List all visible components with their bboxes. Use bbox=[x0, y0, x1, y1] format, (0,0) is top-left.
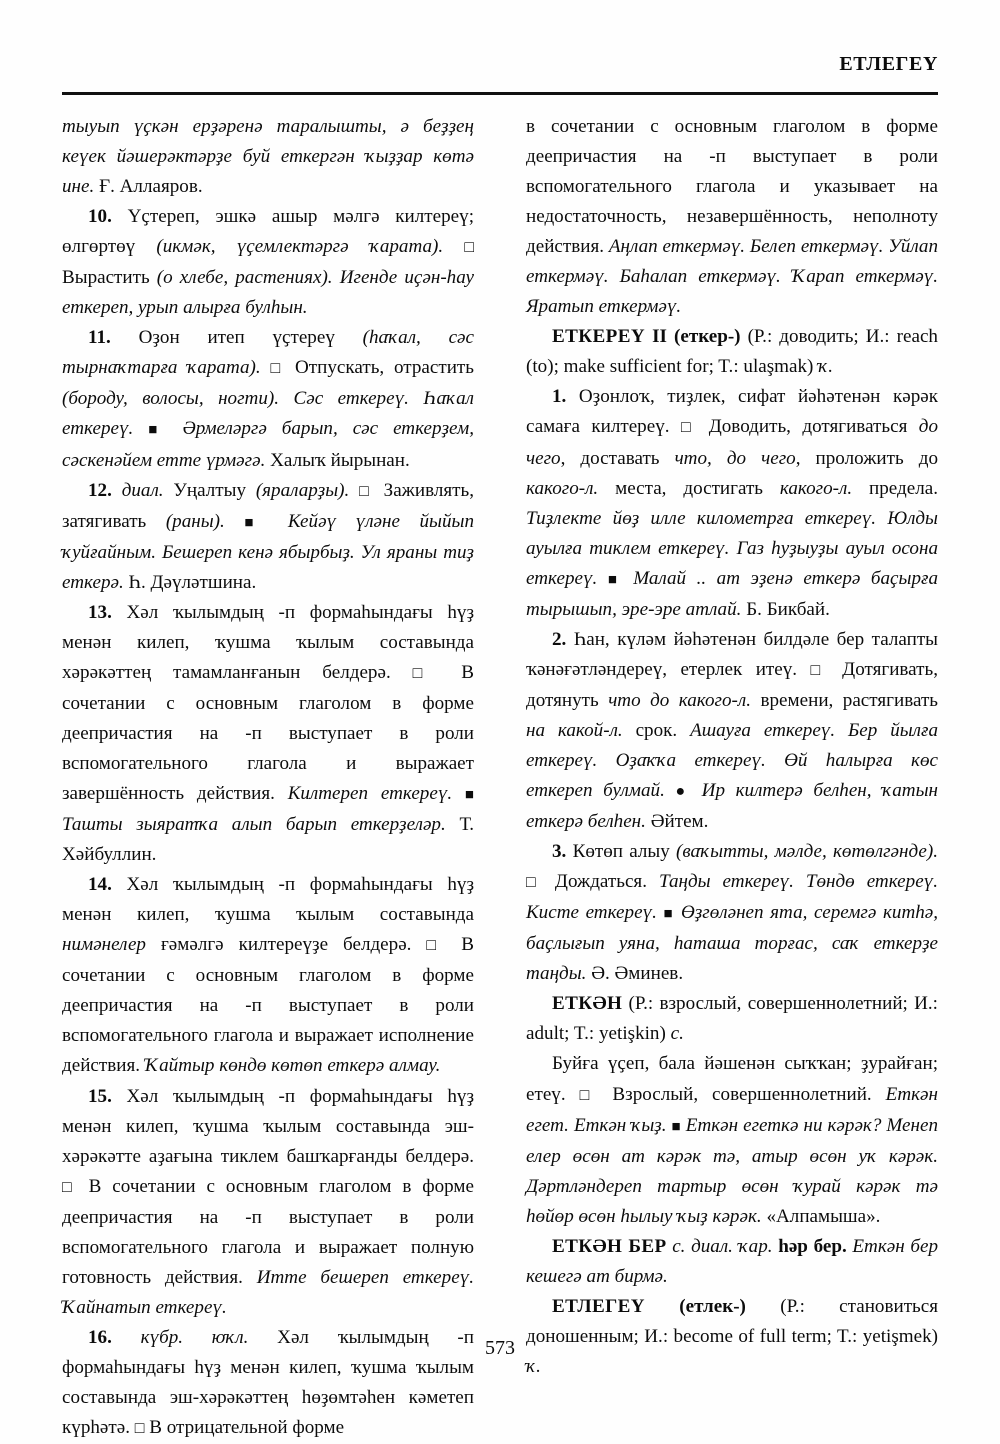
sense-russian-def: Дождаться. bbox=[554, 871, 647, 893]
sense-11-russian-paren: (бороду, волосы, ногти). bbox=[62, 388, 280, 410]
headword-stem: (еткер-) bbox=[673, 326, 741, 348]
sense-12-citation: Кейәү үләне йыйып ҡуйғайным. Бешереп кенә ябырбыҙ. Ул яраны тиҙ еткерә. bbox=[62, 510, 475, 593]
entry-etkan-ber bbox=[526, 1232, 938, 1292]
entry-examples: Еткән егет. Еткән ҡыҙ. bbox=[526, 1083, 938, 1136]
sense-russian-italic-a: что до какого-л. bbox=[608, 689, 752, 711]
sense-russian-italic-a: до чего bbox=[526, 416, 939, 469]
filled-square-marker-icon: ■ bbox=[671, 1118, 681, 1135]
sense-13-example: Килтереп еткереү. bbox=[287, 783, 453, 805]
sense-15 bbox=[62, 1082, 474, 1323]
filled-square-marker-icon: ■ bbox=[148, 422, 168, 439]
page-number: 573 bbox=[485, 1337, 515, 1359]
sense-12-attribution: Һ. Дәүләтшина. bbox=[128, 571, 257, 593]
sense-16-label: күбр. юҡл. bbox=[140, 1326, 249, 1348]
sense-11-citation: Әрмеләргә барып, сәс еткерҙем, сәскенәйем етте үрмәгә. bbox=[62, 418, 474, 471]
sense-12-bashkir-paren: (яраларҙы). bbox=[255, 479, 350, 501]
part-of-speech: с. диал. ҡар. bbox=[672, 1235, 773, 1257]
entry-russian-def: Взрослый, совершеннолетний. bbox=[612, 1083, 872, 1105]
sense-12-bashkir-def: Уңалтыу bbox=[173, 479, 246, 501]
sense-12-russian-paren: (раны). bbox=[165, 510, 225, 532]
part-of-speech: ҡ. bbox=[818, 356, 834, 378]
entry-etkan-body bbox=[526, 1049, 938, 1231]
sense-11-bashkir-def: Оҙон итеп үҫтереү bbox=[138, 327, 335, 349]
sense-number: 13. bbox=[88, 601, 112, 623]
sense-9-attribution: Ғ. Аллаяров. bbox=[99, 176, 203, 198]
sense-citation: Өҙгөләнеп ята, серемгә китһә, баҫлығып уяна, һаташа торғас, саҡ еткерҙе таңды. bbox=[526, 902, 939, 985]
sense-russian-def-d: места, достигать bbox=[615, 477, 763, 499]
part-of-speech: ҡ. bbox=[526, 1355, 541, 1377]
header-rule bbox=[62, 92, 938, 95]
sense-citation: Малай .. ат эҙенә еткерә баҫырға тырышып, эре-эре атлай. bbox=[526, 567, 938, 620]
open-square-marker-icon: □ bbox=[134, 1420, 145, 1438]
sense-14 bbox=[62, 870, 474, 1081]
sense-13-russian-def: В сочетании с основным глаголом в форме деепричастия на -п выступает в роли вспомогательного глагола и выражает завершённость действия. bbox=[62, 661, 474, 805]
sense-14-example: Ҡайтыр көндө көтөп еткерә алмау. bbox=[144, 1055, 441, 1077]
sense-10-bashkir-def: Үҫтереп, эшкә ашыр мәлгә килтереү; өлгөртөү bbox=[62, 206, 474, 258]
sense-russian-def-e: предела. bbox=[869, 477, 938, 499]
sense-12 bbox=[62, 476, 474, 598]
sense-number: 10. bbox=[88, 206, 112, 228]
sense-bashkir-def: Һан, күләм йәһәтенән билдәле бер талапты ҡәнәғәтләндереү, етерлек итеү. bbox=[526, 628, 938, 680]
sense-16-bashkir-def: Хәл ҡылымдың -п формаһындағы һүҙ менән килеп, ҡушма ҡылым составында эш-хәрәкәттең һөҙөмтәһен кәметеп күрһәтә. bbox=[62, 1326, 474, 1439]
sense-16-russian-def: в сочетании с основным глаголом в форме деепричастия на -п выступает в роли вспомогательного глагола и указывает на недостаточность, незавершённость, неполноту действия. bbox=[526, 116, 938, 258]
open-square-marker-icon: □ bbox=[359, 482, 374, 500]
headword-roman-numeral: II bbox=[652, 326, 667, 348]
sense-citation: Ир килтерә белһен, ҡатын еткерә белһен. bbox=[526, 780, 938, 833]
filled-square-marker-icon: ■ bbox=[607, 571, 623, 588]
sense-russian-def-b: времени, растягивать bbox=[760, 689, 939, 711]
sense-15-bashkir-def: Хәл ҡылымдың -п формаһындағы һүҙ менән килеп, ҡушма ҡылым составында эш-хәрәкәтте аҙағына тиклем башҡарғанды белдерә. bbox=[62, 1085, 474, 1167]
sense-attribution: Ә. Әминев. bbox=[591, 963, 684, 985]
headword: ЕТКЕРЕҮ bbox=[552, 326, 646, 348]
round-bullet-marker-icon: ● bbox=[675, 783, 692, 801]
sense-16-russian-def-start: В отрицательной форме bbox=[149, 1417, 345, 1439]
sense-11-bashkir-paren: (һаҡал, сәс тырнаҡтарға ҡарата). bbox=[62, 327, 474, 379]
sense-russian-def-b: , доставать bbox=[560, 447, 660, 469]
sense-15-russian-def: В сочетании с основным глаголом в форме деепричастия на -п выступает в роли вспомогательного глагола и выражает полную готовность действия. bbox=[62, 1175, 474, 1288]
sense-12-russian-def: Заживлять, затягивать bbox=[62, 479, 474, 532]
sense-10-russian-paren: (о хлебе, растениях). bbox=[156, 267, 333, 289]
sense-11-attribution: Халыҡ йырынан. bbox=[270, 449, 410, 471]
headword-stem: (етлек-) bbox=[679, 1295, 746, 1317]
sense-russian-italic-d: какого-л. bbox=[779, 477, 853, 499]
sense-9-continuation bbox=[62, 112, 474, 202]
sense-bashkir-paren: (ваҡытты, мәлде, көтөлгәнде). bbox=[676, 841, 938, 863]
headword-translations: (Р.: доводить; И.: reach (to); make sufficient for; T.: ulaşmak) bbox=[526, 326, 938, 378]
sense-bashkir-def: Көтөп алыу bbox=[572, 841, 670, 863]
open-square-marker-icon: □ bbox=[426, 937, 447, 955]
sense-11-examples: Сәс еткереү. Һаҡал еткереү. bbox=[62, 388, 474, 440]
sense-number: 16. bbox=[88, 1326, 112, 1348]
sense-13-bashkir-def: Хәл ҡылымдың -п формаһындағы һүҙ менән килеп, ҡушма ҡылым составында хәрәкәттең тамамланғанын белдерә. bbox=[62, 601, 474, 683]
open-square-marker-icon: □ bbox=[464, 239, 474, 257]
sense-14-bashkir-italic: нимәнелер bbox=[62, 934, 146, 956]
open-square-marker-icon: □ bbox=[62, 1178, 78, 1196]
sense-10 bbox=[62, 202, 474, 323]
entry-attribution: «Алпамыша». bbox=[766, 1205, 881, 1227]
open-square-marker-icon: □ bbox=[526, 874, 543, 892]
sense-russian-italic-b: на какой-л. bbox=[526, 719, 623, 741]
sense-11-russian-def: Отпускать, отрастить bbox=[295, 357, 474, 379]
sense-13-citation: Ташты зыяратҡа алып барып еткерҙеләр. bbox=[62, 814, 446, 836]
sense-examples: Ашауға еткереү. Бер йылға еткереү. Оҙаҡҡа еткереү. Өй һалырға көс еткереп булмай. bbox=[526, 719, 938, 802]
filled-square-marker-icon: ■ bbox=[244, 514, 269, 531]
entry-bashkir-def: Буйға үҫеп, бала йәшенән сыҡҡан; ҙурайған; етеү. bbox=[526, 1053, 938, 1105]
open-square-marker-icon: □ bbox=[579, 1086, 599, 1104]
sense-attribution: Әйтем. bbox=[650, 811, 709, 833]
open-square-marker-icon: □ bbox=[680, 419, 698, 437]
cross-reference: һәр бер. bbox=[778, 1235, 847, 1257]
sense-number: 1. bbox=[552, 386, 567, 408]
sense-number: 14. bbox=[88, 874, 112, 896]
entry-etkan-head bbox=[526, 989, 938, 1049]
right-column bbox=[526, 112, 939, 1377]
sense-13-attribution: Т. Хәйбуллин. bbox=[62, 814, 474, 866]
sense-russian-italic-b: что, до чего bbox=[674, 447, 796, 469]
part-of-speech: с. bbox=[670, 1023, 684, 1045]
sense-russian-italic-c: какого-л. bbox=[526, 477, 599, 499]
sense-13 bbox=[62, 598, 474, 870]
sense-14-russian-def: В сочетании с основным глаголом в форме деепричастия на -п выступает в роли вспомогательного глагола и выражает исполнение действия. bbox=[62, 934, 474, 1077]
headword-translations: (Р.: взрослый, совершеннолетний; И.: adult; T.: yetişkin) bbox=[526, 993, 938, 1045]
headword: ЕТКӘН БЕР bbox=[552, 1235, 667, 1257]
entry-example: Еткән бер кешегә ат бирмә. bbox=[526, 1235, 938, 1287]
sense-russian-def-a: Доводить, дотягиваться bbox=[708, 416, 908, 438]
sense-10-bashkir-paren: (икмәк, үҫемлектәргә ҡарата). bbox=[156, 236, 444, 258]
open-square-marker-icon: □ bbox=[810, 661, 829, 679]
sense-number: 12. bbox=[88, 479, 112, 501]
sense-attribution: Б. Бикбай. bbox=[746, 598, 830, 620]
sense-examples: Таңды еткереү. Төндө еткереү. Кисте еткереү. bbox=[526, 871, 938, 924]
running-head: ЕТЛЕГЕҮ bbox=[839, 53, 938, 75]
sense-number: 15. bbox=[88, 1085, 112, 1107]
headword: ЕТЛЕГЕҮ bbox=[552, 1295, 645, 1317]
sense-examples: Тиҙлекте йөҙ илле километрға еткереү. Юлды ауылға тиклем еткереү. Газ һуҙыуҙы ауыл осона еткереү. bbox=[526, 507, 938, 589]
headword-translations: (Р.: становиться доношенным; И.: become of full term; T.: yetişmek) bbox=[526, 1295, 939, 1347]
open-square-marker-icon: □ bbox=[412, 664, 440, 682]
sense-10-example: Игенде иҫән-һау еткереп, урып алырға булһын. bbox=[62, 267, 474, 319]
sense-number: 3. bbox=[552, 841, 567, 863]
sense-11 bbox=[62, 323, 474, 475]
sense-12-label: диал. bbox=[121, 479, 164, 501]
sense-16-examples: Аңлап еткермәү. Белеп еткермәү. Уйлап еткермәү. Баһалап еткермәү. Ҡарап еткермәү. Яратып еткермәү. bbox=[526, 236, 938, 318]
sense-9-example: тыуып үҫкән ерҙәренә таралышты, ә беҙҙең кеүек йәшерәктәрҙе буй еткергән ҡыҙҙар көтә ине. bbox=[62, 116, 474, 198]
sense-number: 2. bbox=[552, 628, 567, 650]
sense-15-example: Итте бешереп еткереү. Ҡайнатып еткереү. bbox=[62, 1266, 474, 1318]
sense-14-bashkir-def-b: ғәмәлгә килтереүҙе белдерә. bbox=[160, 934, 412, 956]
sense-16-continuation bbox=[526, 112, 938, 322]
sense-russian-def-c: срок. bbox=[635, 719, 678, 741]
sense-14-bashkir-def-a: Хәл ҡылымдың -п формаһындағы һүҙ менән килеп, ҡушма ҡылым составында bbox=[62, 874, 474, 926]
left-column bbox=[62, 112, 475, 1439]
sense-10-russian-def: Вырастить bbox=[62, 267, 150, 289]
sense-number: 11. bbox=[88, 327, 111, 349]
sense-russian-def-c: , проложить до bbox=[795, 447, 938, 469]
etkereu-2-sense-3 bbox=[526, 837, 938, 989]
headword: ЕТКӘН bbox=[552, 993, 623, 1015]
sense-bashkir-def: Оҙонлоҡ, тиҙлек, сифат йәһәтенән кәрәк самаға килтереү. bbox=[526, 386, 938, 438]
etkereu-2-sense-2 bbox=[526, 625, 938, 837]
page-header bbox=[62, 52, 938, 96]
filled-square-marker-icon: ■ bbox=[663, 906, 675, 923]
entry-citation: Еткән егеткә ни кәрәк? Менеп елер өсөн ат кәрәк тә, атыр өсөн уҡ кәрәк. Дәртләндереп тартыр өсөн ҡурай кәрәк тә һөйөр өсөн һылыу ҡыҙ кәрәк. bbox=[526, 1114, 938, 1227]
sense-russian-def-a: Дотягивать, дотянуть bbox=[526, 658, 938, 711]
filled-square-marker-icon: ■ bbox=[464, 787, 474, 804]
etkereu-2-sense-1 bbox=[526, 382, 938, 624]
entry-etkereu-2-head bbox=[526, 322, 938, 382]
open-square-marker-icon: □ bbox=[270, 360, 286, 378]
